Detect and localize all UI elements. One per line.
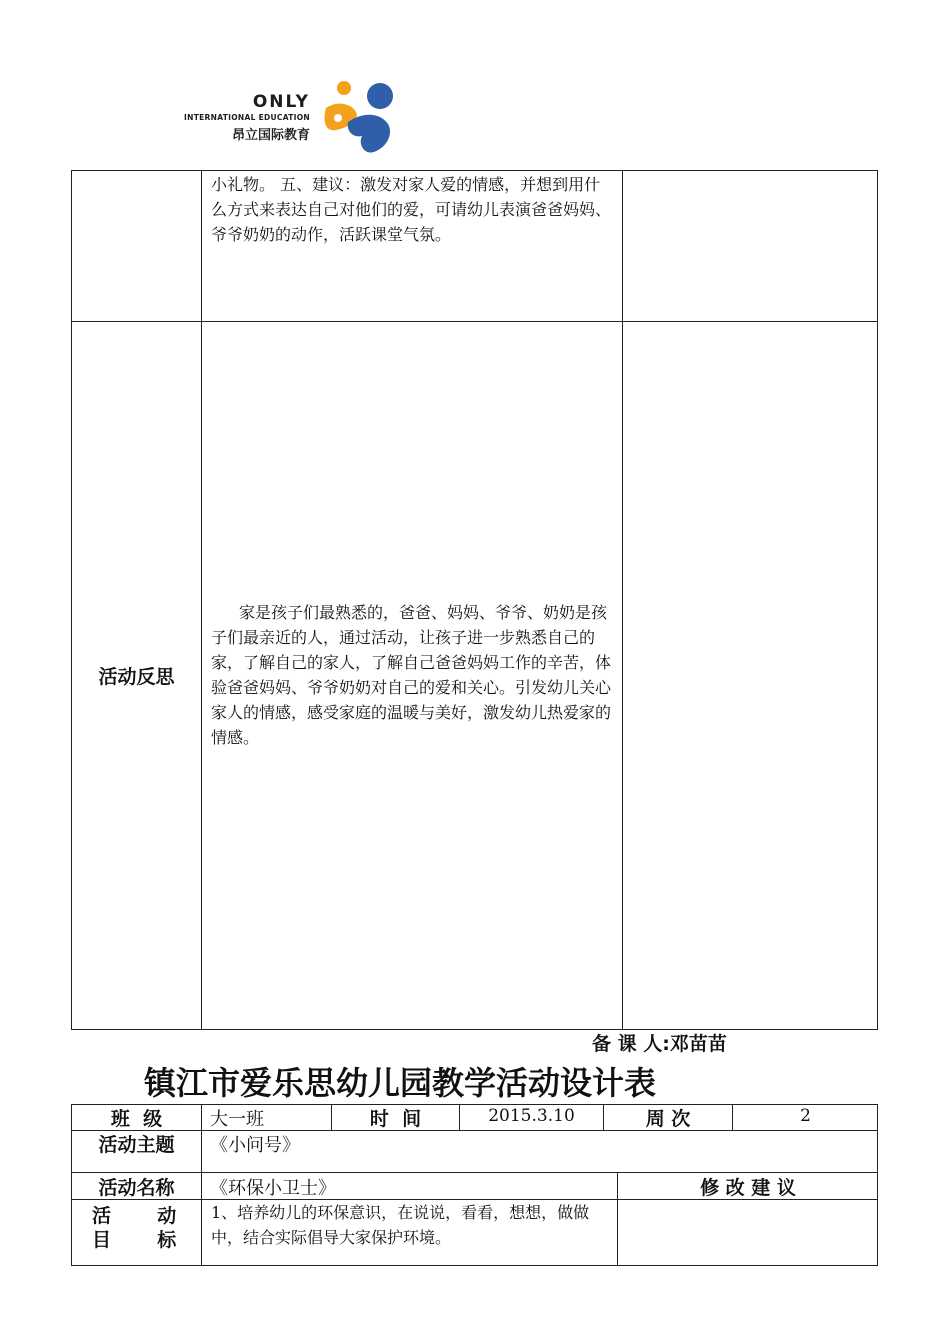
class-label: 班 级: [110, 1108, 163, 1130]
preparer: 备 课 人:邓苗苗: [592, 1033, 727, 1055]
upper-table-row-divider: [71, 321, 878, 322]
time-label: 时 间: [369, 1108, 422, 1130]
class-value: 大一班: [210, 1109, 264, 1130]
week-value: 2: [800, 1106, 811, 1126]
upper-table-col-divider-1: [201, 170, 202, 1030]
logo-mark-icon: [318, 78, 404, 158]
reflection-text: 家是孩子们最熟悉的，爸爸、妈妈、爷爷、奶奶是孩子们最亲近的人，通过活动，让孩子进一步熟悉自己的家，了解自己的家人，了解自己爸爸妈妈工作的辛苦，体验爸爸妈妈、爷爷奶奶对自己的爱和关心。引发幼儿关心家人的情感，感受家庭的温暖与美好，激发幼儿热爱家的情感。: [211, 603, 612, 747]
upper-row1-text: 小礼物。 五、建议：激发对家人爱的情感，并想到用什么方式来表达自己对他们的爱，可请幼儿表演爸爸妈妈、爷爷奶奶的动作，活跃课堂气氛。: [211, 175, 612, 244]
lower-col-divider-label: [201, 1104, 202, 1266]
name-label: 活动名称: [98, 1177, 175, 1199]
upper-table-col-divider-2: [622, 170, 623, 1030]
suggest-label: 修 改 建 议: [700, 1177, 796, 1199]
goal-label-line1: 活 动: [92, 1205, 177, 1227]
name-value: 《环保小卫士》: [210, 1178, 336, 1199]
reflection-label: 活动反思: [98, 666, 175, 688]
logo-brand: ONLY: [252, 92, 310, 112]
week-label: 周 次: [645, 1108, 691, 1130]
logo-subtitle-cn: 昂立国际教育: [231, 128, 310, 143]
logo-subtitle-en: INTERNATIONAL EDUCATION: [184, 113, 310, 122]
time-value: 2015.3.10: [488, 1106, 575, 1126]
page-title: 镇江市爱乐思幼儿园教学活动设计表: [144, 1064, 657, 1102]
logo: [150, 78, 410, 160]
theme-value: 《小问号》: [210, 1135, 300, 1156]
goal-label-line2: 目 标: [92, 1229, 177, 1251]
theme-label: 活动主题: [98, 1134, 175, 1156]
goal-text: 1、培养幼儿的环保意识，在说说，看看，想想，做做中，结合实际倡导大家保护环境。: [211, 1203, 590, 1247]
